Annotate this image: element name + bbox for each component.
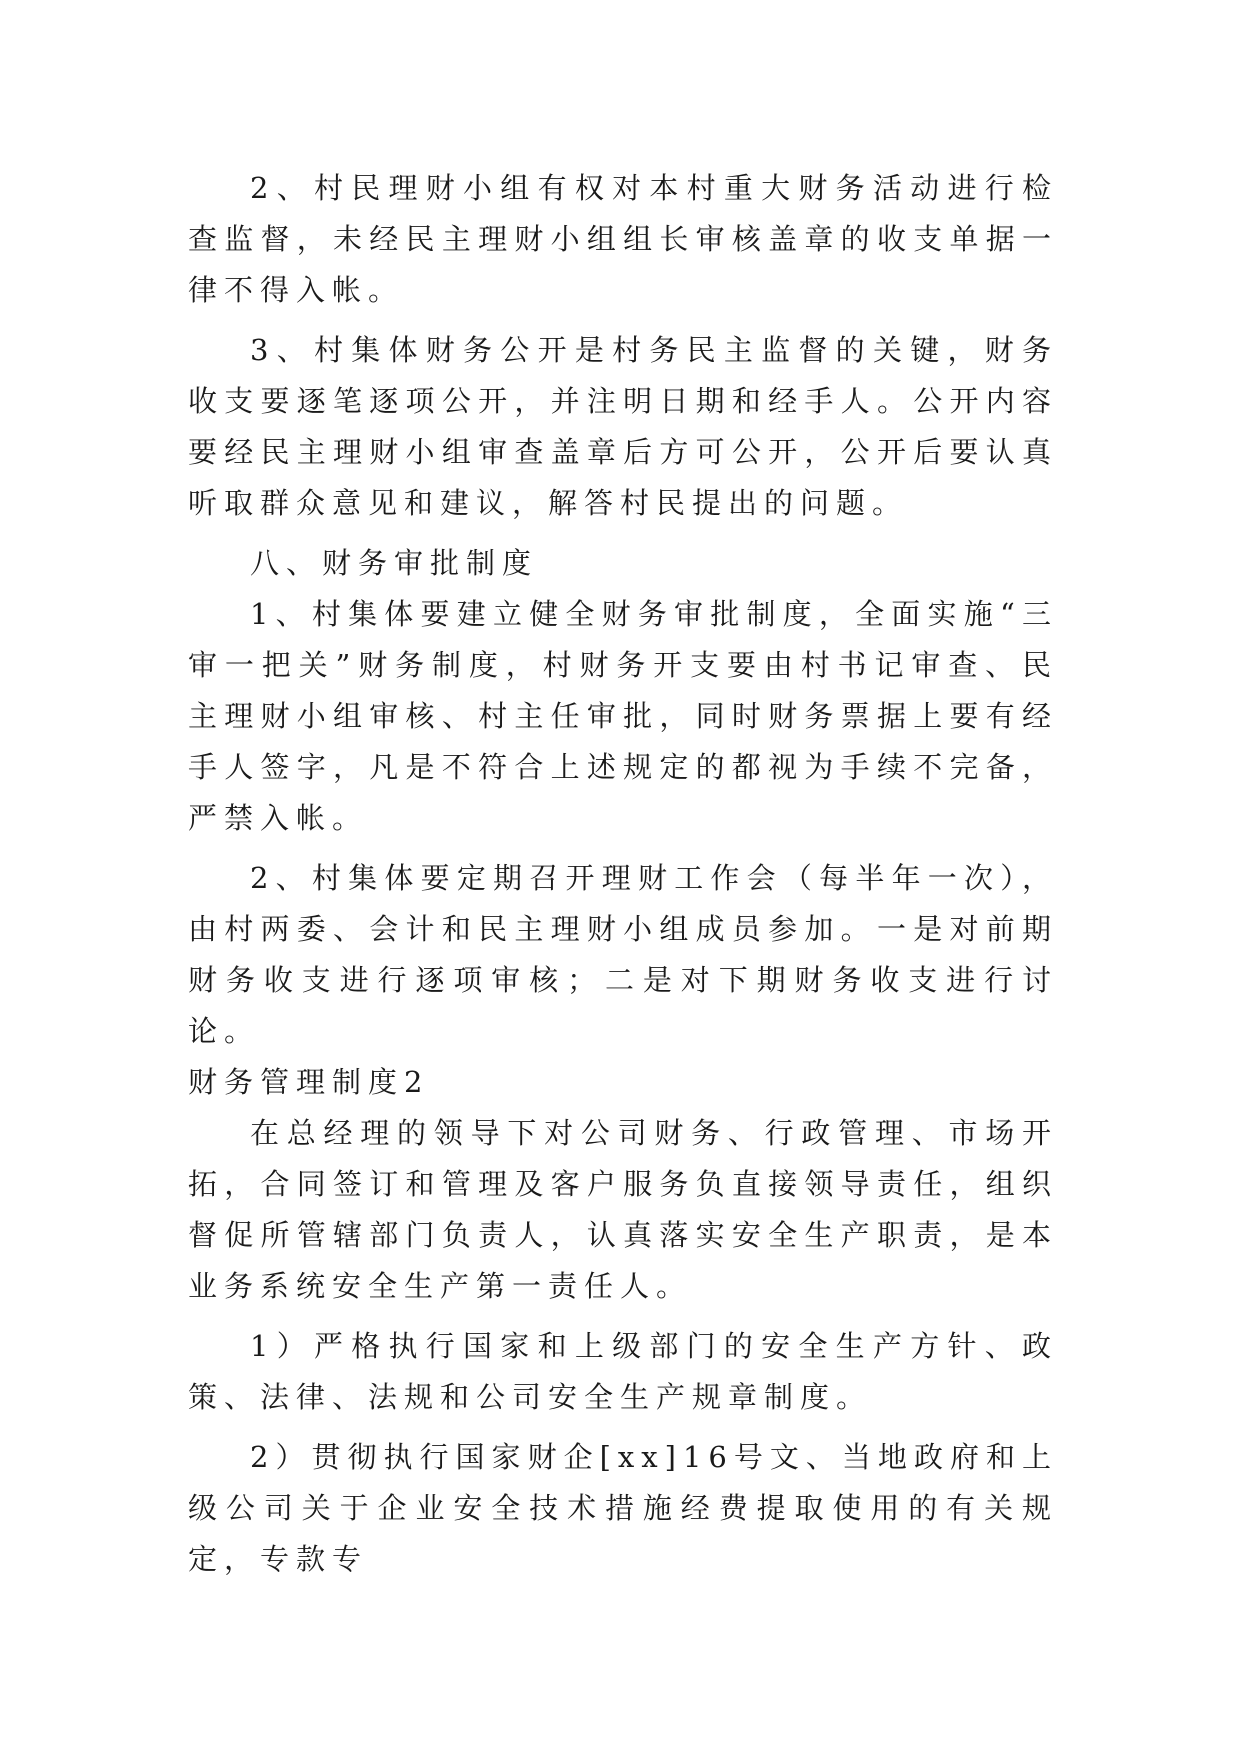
paragraph-finance-disclosure: 3、村集体财务公开是村务民主监督的关键，财务收支要逐笔逐项公开，并注明日期和经手人。公开内容要经民主理财小组审查盖章后方可公开，公开后要认真听取群众意见和建议，解答村民提出的问题。 [188,333,1058,520]
paragraph-village-finance-supervision: 2、村民理财小组有权对本村重大财务活动进行检查监督，未经民主理财小组组长审核盖章的收支单据一律不得入帐。 [188,171,1058,307]
paragraph-general-manager-duties: 在总经理的领导下对公司财务、行政管理、市场开拓，合同签订和管理及客户服务负直接领导责任，组织督促所管辖部门负责人，认真落实安全生产职责，是本业务系统安全生产第一责任人。 [188,1116,1058,1303]
paragraph-finance-meeting: 2、村集体要定期召开理财工作会（每半年一次），由村两委、会计和民主理财小组成员参加。一是对前期财务收支进行逐项审核；二是对下期财务收支进行讨论。 [188,861,1058,1048]
document-title-finance-management-2: 财务管理制度2 [188,1065,430,1099]
paragraph-approval-system: 1、村集体要建立健全财务审批制度，全面实施“三审一把关”财务制度，村财务开支要由村书记审查、民主理财小组审核、村主任审批，同时财务票据上要有经手人签字，凡是不符合上述规定的都视为手续不完备，严禁入帐。 [188,597,1058,835]
section-heading-approval-system: 八、财务审批制度 [250,546,539,580]
document-body [188,163,1058,1585]
paragraph-item-1-safety-policy: 1）严格执行国家和上级部门的安全生产方针、政策、法律、法规和公司安全生产规章制度。 [188,1329,1058,1414]
paragraph-item-2-safety-funds: 2）贯彻执行国家财企[xx]16号文、当地政府和上级公司关于企业安全技术措施经费提取使用的有关规定，专款专 [188,1440,1058,1576]
